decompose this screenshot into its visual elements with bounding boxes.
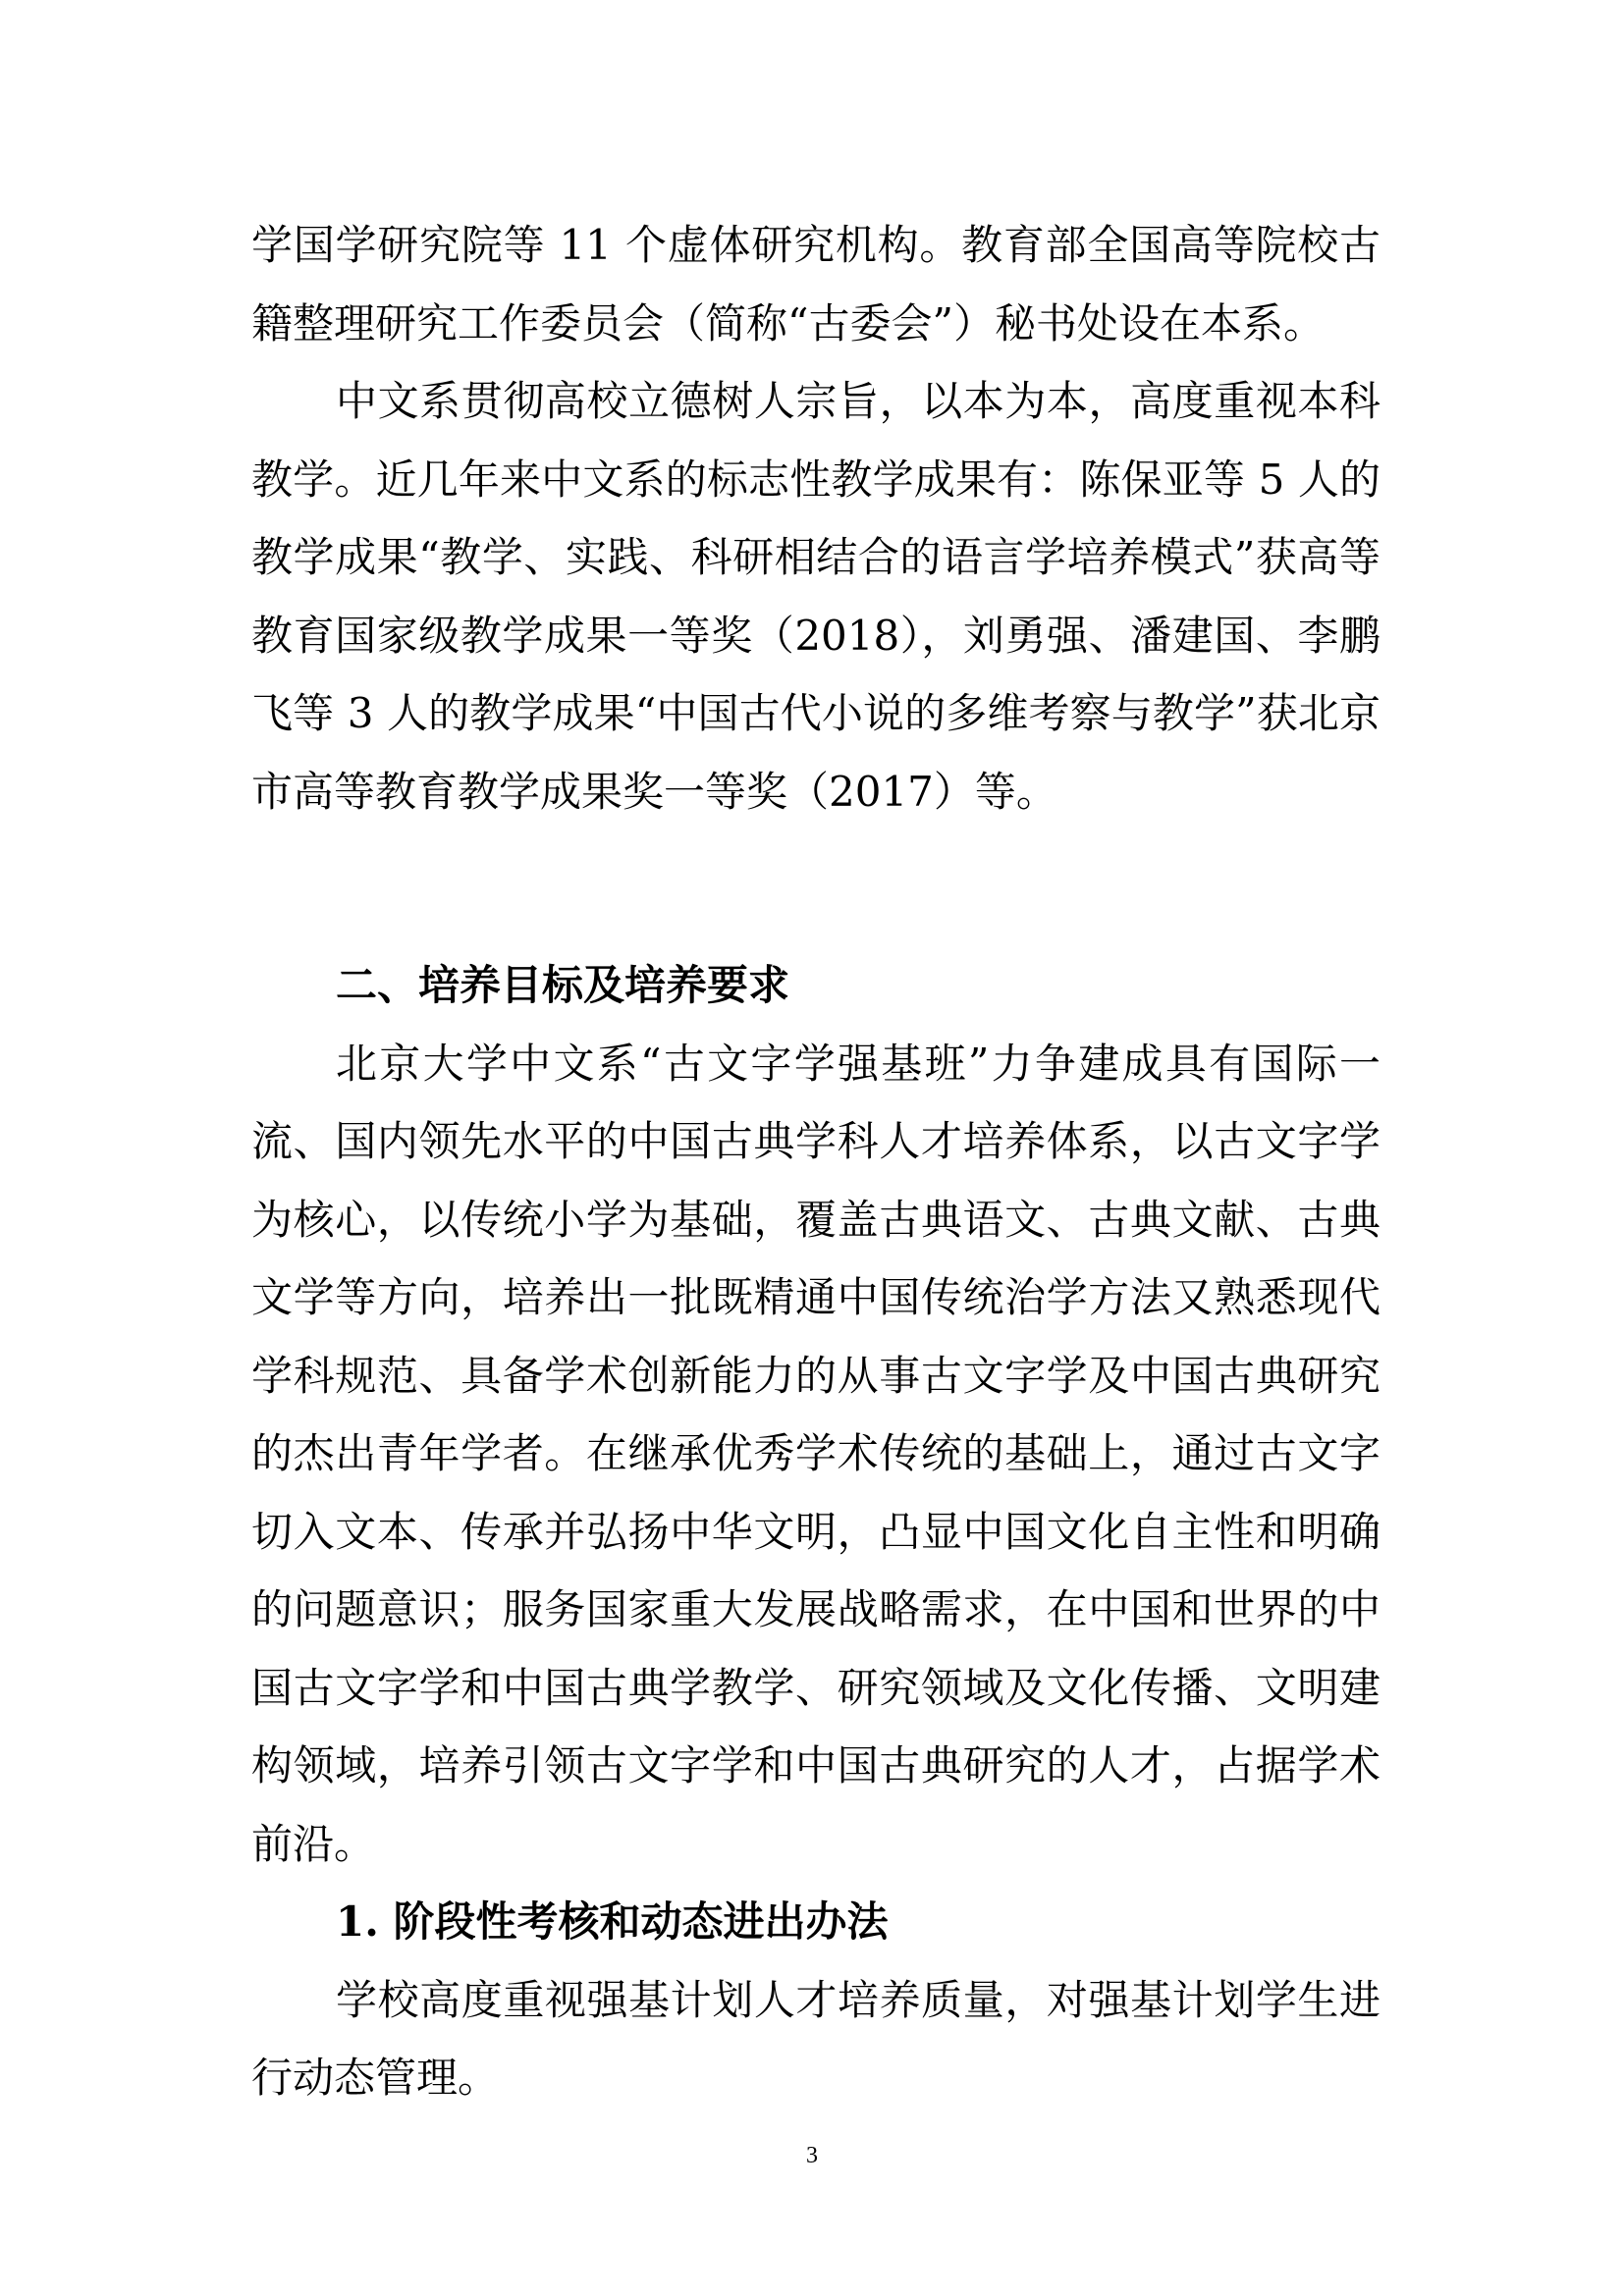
section-heading: 二、培养目标及培养要求 — [336, 961, 790, 1009]
paragraph-continued: 学国学研究院等 11 个虚体研究机构。教育部全国高等院校古籍整理研究工作委员会（简称“古委会”）秘书处设在本系。 — [251, 221, 1380, 347]
page-content — [251, 206, 1380, 2117]
page-number: 3 — [806, 2143, 818, 2168]
paragraph-training-goals: 北京大学中文系“古文字学强基班”力争建成具有国际一流、国内领先水平的中国古典学科人才培养体系，以古文字学为核心，以传统小学为基础，覆盖古典语文、古典文献、古典文学等方向，培养出一批既精通中国传统治学方法又熟悉现代学科规范、具备学术创新能力的从事古文字学及中国古典研究的杰出青年学者。在继承优秀学术传统的基础上，通过古文字切入文本、传承并弘扬中华文明，凸显中国文化自主性和明确的问题意识；服务国家重大发展战略需求，在中国和世界的中国古文字学和中国古典学教学、研究领域及文化传播、文明建构领域，培养引领古文字学和中国古典研究的人才，占据学术前沿。 — [251, 1039, 1380, 1868]
sub-heading: 1. 阶段性考核和动态进出办法 — [336, 1897, 889, 1946]
paragraph-dynamic-management: 学校高度重视强基计划人才培养质量，对强基计划学生进行动态管理。 — [251, 1975, 1380, 2102]
paragraph-teaching-achievements: 中文系贯彻高校立德树人宗旨，以本为本，高度重视本科教学。近几年来中文系的标志性教学成果有：陈保亚等 5 人的教学成果“教学、实践、科研相结合的语言学培养模式”获高等教育国家级教学成果一等奖（2018），刘勇强、潘建国、李鹏飞等 3 人的教学成果“中国古代小说的多维考察与教学”获北京市高等教育教学成果奖一等奖（2017）等。 — [251, 377, 1380, 816]
